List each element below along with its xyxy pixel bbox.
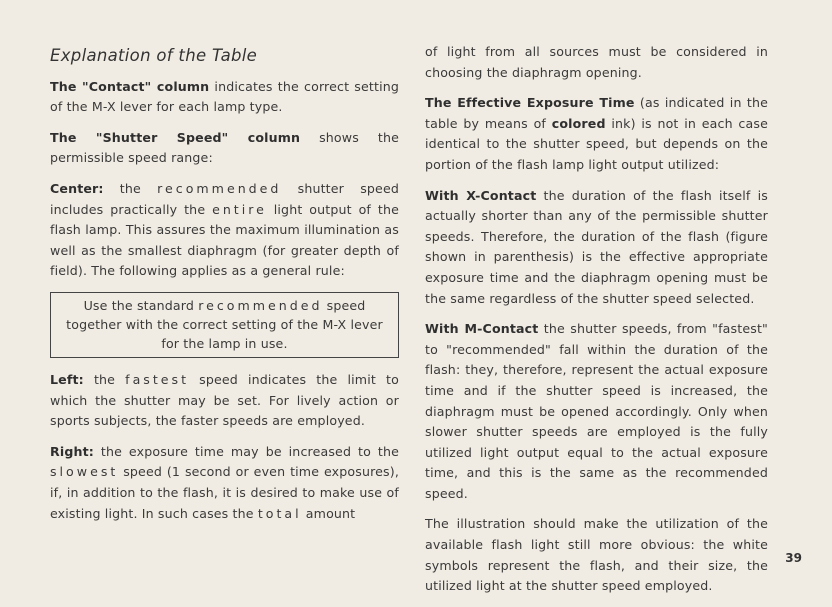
center-heading: Center: xyxy=(50,180,104,196)
left-column xyxy=(50,42,399,534)
left-text-2: speed indicates the limit to which the shutter may be set. For lively action or sports subjects, the faster speeds are employed. xyxy=(50,371,399,429)
left-text-1: the xyxy=(83,371,126,387)
center-text-3: light output of the flash lamp. This assures the maximum illumination as well as the smallest diaphragm (for greater depth of field). The following applies as a general rule: xyxy=(50,201,399,279)
contact-heading: The "Contact" column xyxy=(50,78,210,94)
shutter-paragraph xyxy=(50,128,399,169)
page-number: 39 xyxy=(785,551,802,565)
x-contact-paragraph xyxy=(425,186,768,310)
rule-text-2: speed together with the correct setting of the M-X lever for the lamp in use. xyxy=(66,297,383,351)
right-heading: Right: xyxy=(50,443,94,459)
m-contact-heading: With M-Contact xyxy=(425,321,539,337)
m-contact-paragraph xyxy=(425,319,768,504)
right-text-2: speed (1 second or even time exposures), if, in addition to the flash, it is desired to make use of existing light. In such cases the xyxy=(50,464,399,521)
left-paragraph xyxy=(50,370,399,432)
right-text-3: amount xyxy=(301,505,356,521)
center-paragraph xyxy=(50,179,399,282)
illustration-paragraph: The illustration should make the utilization of the available flash light still more obvious: the white symbols represent the flash, and their size, the utilized light at the shutter speed employed. xyxy=(425,516,768,594)
right-paragraph xyxy=(50,442,399,524)
shutter-text: shows the permissible speed range: xyxy=(50,129,399,166)
effective-paragraph xyxy=(425,93,768,175)
right-spaced-2: total xyxy=(257,505,302,521)
x-contact-text: the duration of the flash itself is actually shorter than any of the permissible shutter speeds. Therefore, the duration of the flash (figure shown in parenthesis) is the effective appropriate exposure time and the diaphragm opening must be the same regardless of the shutter speed selected. xyxy=(425,187,768,306)
right-text-1: the exposure time may be increased to the xyxy=(93,443,399,459)
x-contact-heading: With X-Contact xyxy=(425,187,537,203)
right-spaced-1: slowest xyxy=(50,464,119,480)
center-spaced-1: recommended xyxy=(157,180,282,196)
left-heading: Left: xyxy=(50,371,84,387)
effective-text-1: (as indicated in the table by means of xyxy=(425,95,768,131)
section-title: Explanation of the Table xyxy=(50,46,258,65)
effective-text-2: ink) is not in each case identical to the shutter speed, but depends on the portion of the flash lamp light output utilized: xyxy=(425,115,768,172)
rule-spaced: recommended xyxy=(198,297,323,313)
effective-bold: colored xyxy=(551,115,606,131)
m-contact-text: the shutter speeds, from "fastest" to "recommended" fall within the duration of the flash: they, therefore, represent the actual exposure time and if the shutter speed is increased, the diaphragm must be opened accordingly. Only when slower shutter speeds are employed is the fully utilized light output equal to the actual exposure time, and this is the same as the recommended speed. xyxy=(425,321,768,501)
continuation-paragraph: of light from all sources must be considered in choosing the diaphragm opening. xyxy=(425,44,768,80)
rule-text-1: Use the standard xyxy=(83,297,199,313)
shutter-heading: The "Shutter Speed" column xyxy=(50,129,301,145)
center-spaced-2: entire xyxy=(212,201,267,217)
center-text-1: the xyxy=(103,180,158,196)
general-rule-box xyxy=(50,292,399,358)
contact-paragraph xyxy=(50,77,399,118)
left-spaced: fastest xyxy=(125,371,190,387)
effective-heading: The Effective Exposure Time xyxy=(425,95,635,111)
contact-text: indicates the correct setting of the M-X lever for each lamp type. xyxy=(50,78,399,115)
center-text-2: shutter speed includes practically the xyxy=(50,180,399,217)
right-column xyxy=(425,42,768,607)
